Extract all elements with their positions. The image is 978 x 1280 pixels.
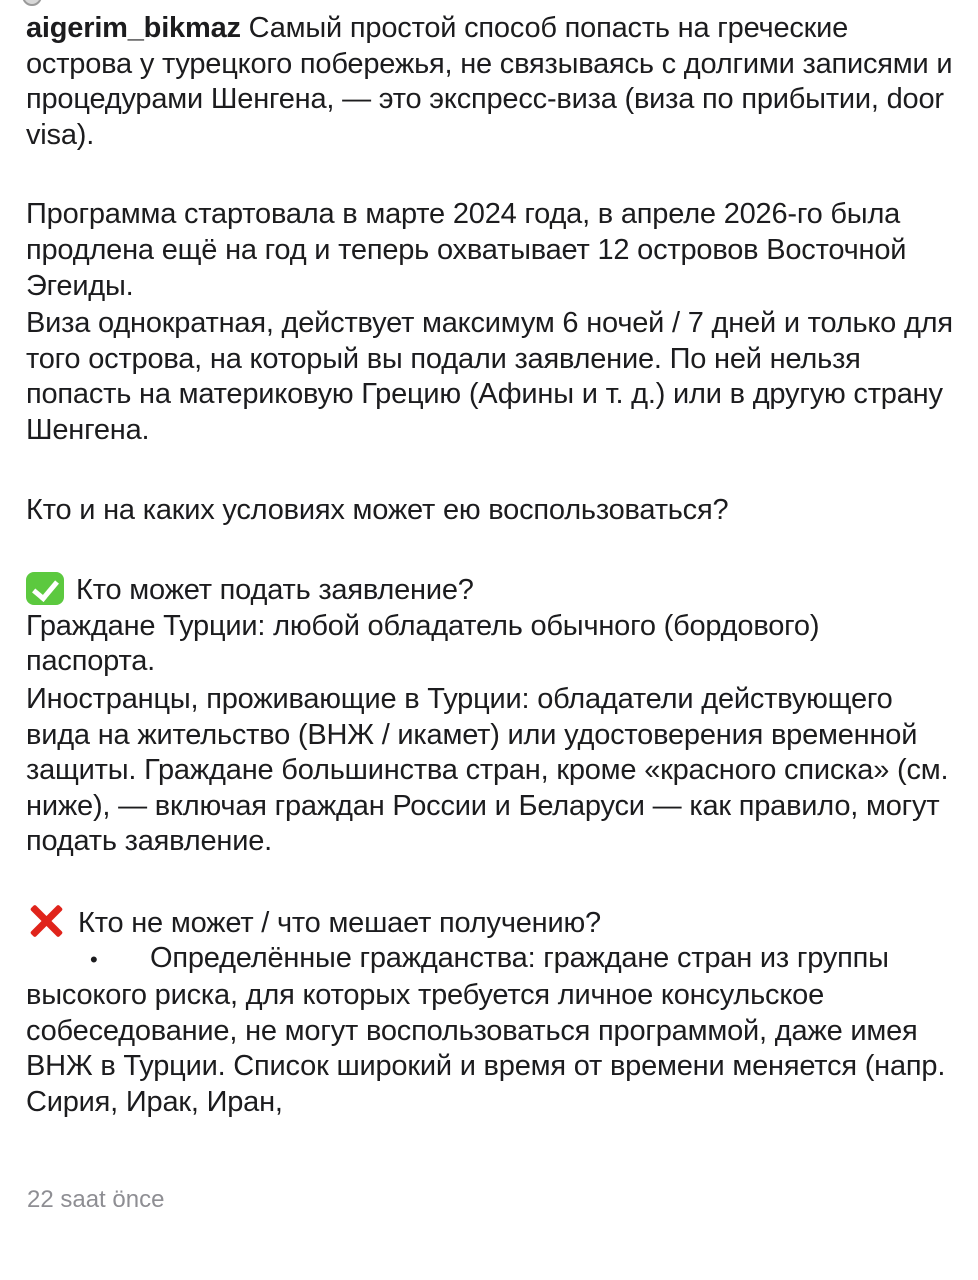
foreigners-paragraph: Иностранцы, проживающие в Турции: обладатели действующего вида на жительство (ВНЖ / икамет) или удостоверения временной защиты. Граждане большинства стран, кроме «красного списка» (см. ниже), — включая граждан России и Беларуси — как правило, могут подать заявление. xyxy=(26,682,949,858)
paragraph-gap xyxy=(26,153,956,197)
username-link[interactable]: aigerim_bikmaz xyxy=(26,12,241,44)
question-paragraph: Кто и на каких условиях может ею воспользоваться? xyxy=(26,493,729,526)
list-item-text: Определённые гражданства: граждане стран из группы высокого риска, для которых требуется личное консульское собеседование, не могут воспользоваться программой, даже имея ВНЖ в Турции. Список широкий и время от времени меняется (напр. Сирия, Ирак, Иран, xyxy=(26,942,946,1118)
turkish-citizens-paragraph: Граждане Турции: любой обладатель обычного (бордового) паспорта. xyxy=(26,609,820,678)
post-caption xyxy=(26,11,956,1120)
cross-mark-icon xyxy=(26,904,66,938)
cannot-apply-heading-text: Кто не может / что мешает получению? xyxy=(78,906,601,939)
intro-text: Самый простой способ попасть на греческие острова у турецкого побережья, не связываясь с долгими записями и процедурами Шенгена, — это экспресс-виза (виза по прибытии, door visa). xyxy=(26,12,953,151)
can-apply-heading-text: Кто может подать заявление? xyxy=(76,574,474,607)
paragraph-gap xyxy=(26,528,956,572)
list-item xyxy=(26,941,956,1120)
paragraph-gap xyxy=(26,449,956,493)
cannot-apply-heading xyxy=(26,904,956,942)
visa-paragraph: Виза однократная, действует максимум 6 ночей / 7 дней и только для того острова, на который вы подали заявление. По ней нельзя попасть на материковую Грецию (Афины и т. д.) или в другую страну Шенгена. xyxy=(26,307,953,446)
avatar[interactable] xyxy=(22,0,42,6)
caption-intro xyxy=(26,11,956,153)
can-apply-heading xyxy=(26,572,956,609)
check-mark-button-icon xyxy=(26,572,64,605)
program-paragraph: Программа стартовала в марте 2024 года, в апреле 2026-го была продлена ещё на год и теперь охватывает 12 островов Восточной Эгеиды. xyxy=(26,198,907,302)
paragraph-gap xyxy=(26,860,956,904)
bullet-icon: • xyxy=(90,947,98,973)
post-timestamp: 22 saat önce xyxy=(27,1186,165,1213)
